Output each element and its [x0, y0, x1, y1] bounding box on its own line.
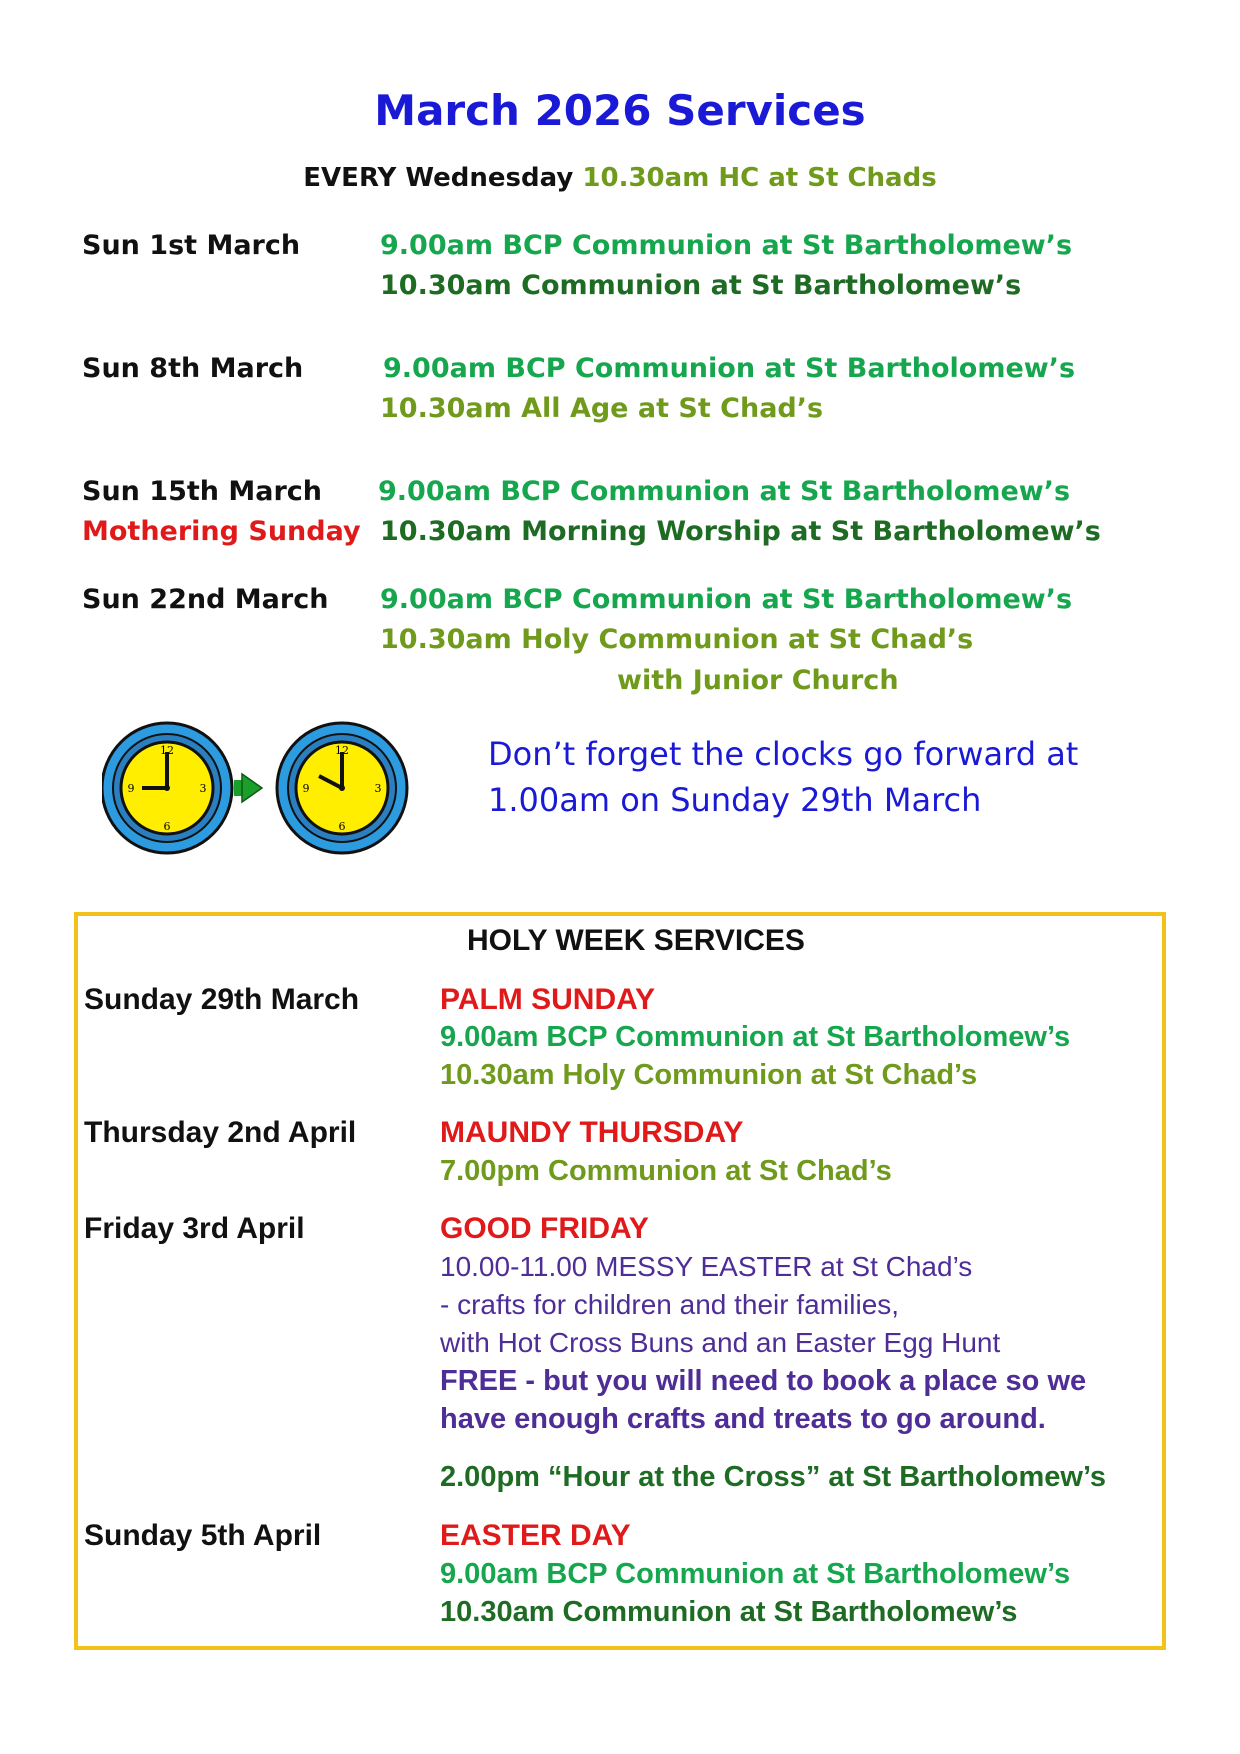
weekly-service-label: EVERY Wednesday	[303, 163, 574, 193]
page-title: March 2026 Services	[374, 86, 866, 135]
service-line: with Junior Church	[617, 665, 899, 696]
svg-text:9: 9	[302, 782, 310, 795]
service-line: 9.00am BCP Communion at St Bartholomew’s	[378, 476, 1071, 507]
date-good-friday: Friday 3rd April	[84, 1212, 305, 1245]
weekly-service	[0, 163, 1240, 193]
date-maundy-thursday: Thursday 2nd April	[84, 1116, 357, 1149]
messy-easter-line: 10.00-11.00 MESSY EASTER at St Chad’s	[440, 1251, 973, 1282]
svg-text:12: 12	[335, 744, 349, 757]
service-line: 9.00am BCP Communion at St Bartholomew’s	[380, 584, 1073, 615]
date-sun-22: Sun 22nd March	[82, 584, 329, 615]
clock-after-icon	[277, 723, 407, 853]
date-sun-15: Sun 15th March	[82, 476, 323, 507]
holy-week-title: HOLY WEEK SERVICES	[467, 924, 805, 957]
clocks-illustration	[102, 718, 422, 858]
svg-text:3: 3	[199, 782, 207, 795]
booking-note-line: FREE - but you will need to book a place so we	[440, 1365, 1087, 1397]
messy-easter-line: with Hot Cross Buns and an Easter Egg Hunt	[440, 1327, 1001, 1358]
svg-text:6: 6	[338, 820, 346, 833]
mothering-sunday-label: Mothering Sunday	[82, 516, 361, 547]
heading-easter-day: EASTER DAY	[440, 1519, 631, 1552]
booking-note-line: have enough crafts and treats to go around.	[440, 1403, 1046, 1435]
weekly-service-detail: 10.30am HC at St Chads	[582, 163, 937, 193]
date-sun-8: Sun 8th March	[82, 353, 304, 384]
service-line: 10.30am Morning Worship at St Bartholomew’s	[380, 516, 1101, 547]
service-line: 2.00pm “Hour at the Cross” at St Bartholomew’s	[440, 1461, 1107, 1493]
svg-text:12: 12	[160, 744, 174, 757]
svg-text:3: 3	[374, 782, 382, 795]
service-line: 10.30am Holy Communion at St Chad’s	[380, 624, 974, 655]
heading-maundy-thursday: MAUNDY THURSDAY	[440, 1116, 744, 1149]
service-line: 9.00am BCP Communion at St Bartholomew’s	[380, 230, 1073, 261]
arrow-right-icon	[234, 774, 262, 802]
svg-text:9: 9	[127, 782, 135, 795]
heading-palm-sunday: PALM SUNDAY	[440, 983, 656, 1016]
service-line: 10.30am All Age at St Chad’s	[380, 393, 824, 424]
clocks-note-line2: 1.00am on Sunday 29th March	[488, 781, 982, 819]
service-line: 10.30am Holy Communion at St Chad’s	[440, 1059, 978, 1091]
service-line: 9.00am BCP Communion at St Bartholomew’s	[440, 1021, 1071, 1053]
service-line: 9.00am BCP Communion at St Bartholomew’s	[440, 1558, 1071, 1590]
date-palm-sunday: Sunday 29th March	[84, 983, 360, 1016]
svg-text:6: 6	[163, 820, 171, 833]
heading-good-friday: GOOD FRIDAY	[440, 1212, 649, 1245]
date-easter-day: Sunday 5th April	[84, 1519, 322, 1552]
clocks-note-line1: Don’t forget the clocks go forward at	[488, 735, 1079, 773]
clocks-note	[488, 731, 1078, 823]
messy-easter-line: - crafts for children and their families,	[440, 1289, 900, 1320]
date-sun-1: Sun 1st March	[82, 230, 301, 261]
service-line: 10.30am Communion at St Bartholomew’s	[440, 1596, 1018, 1628]
service-line: 9.00am BCP Communion at St Bartholomew’s	[383, 353, 1076, 384]
service-line: 7.00pm Communion at St Chad’s	[440, 1155, 892, 1187]
service-line: 10.30am Communion at St Bartholomew’s	[380, 270, 1022, 301]
clock-before-icon	[102, 723, 232, 853]
